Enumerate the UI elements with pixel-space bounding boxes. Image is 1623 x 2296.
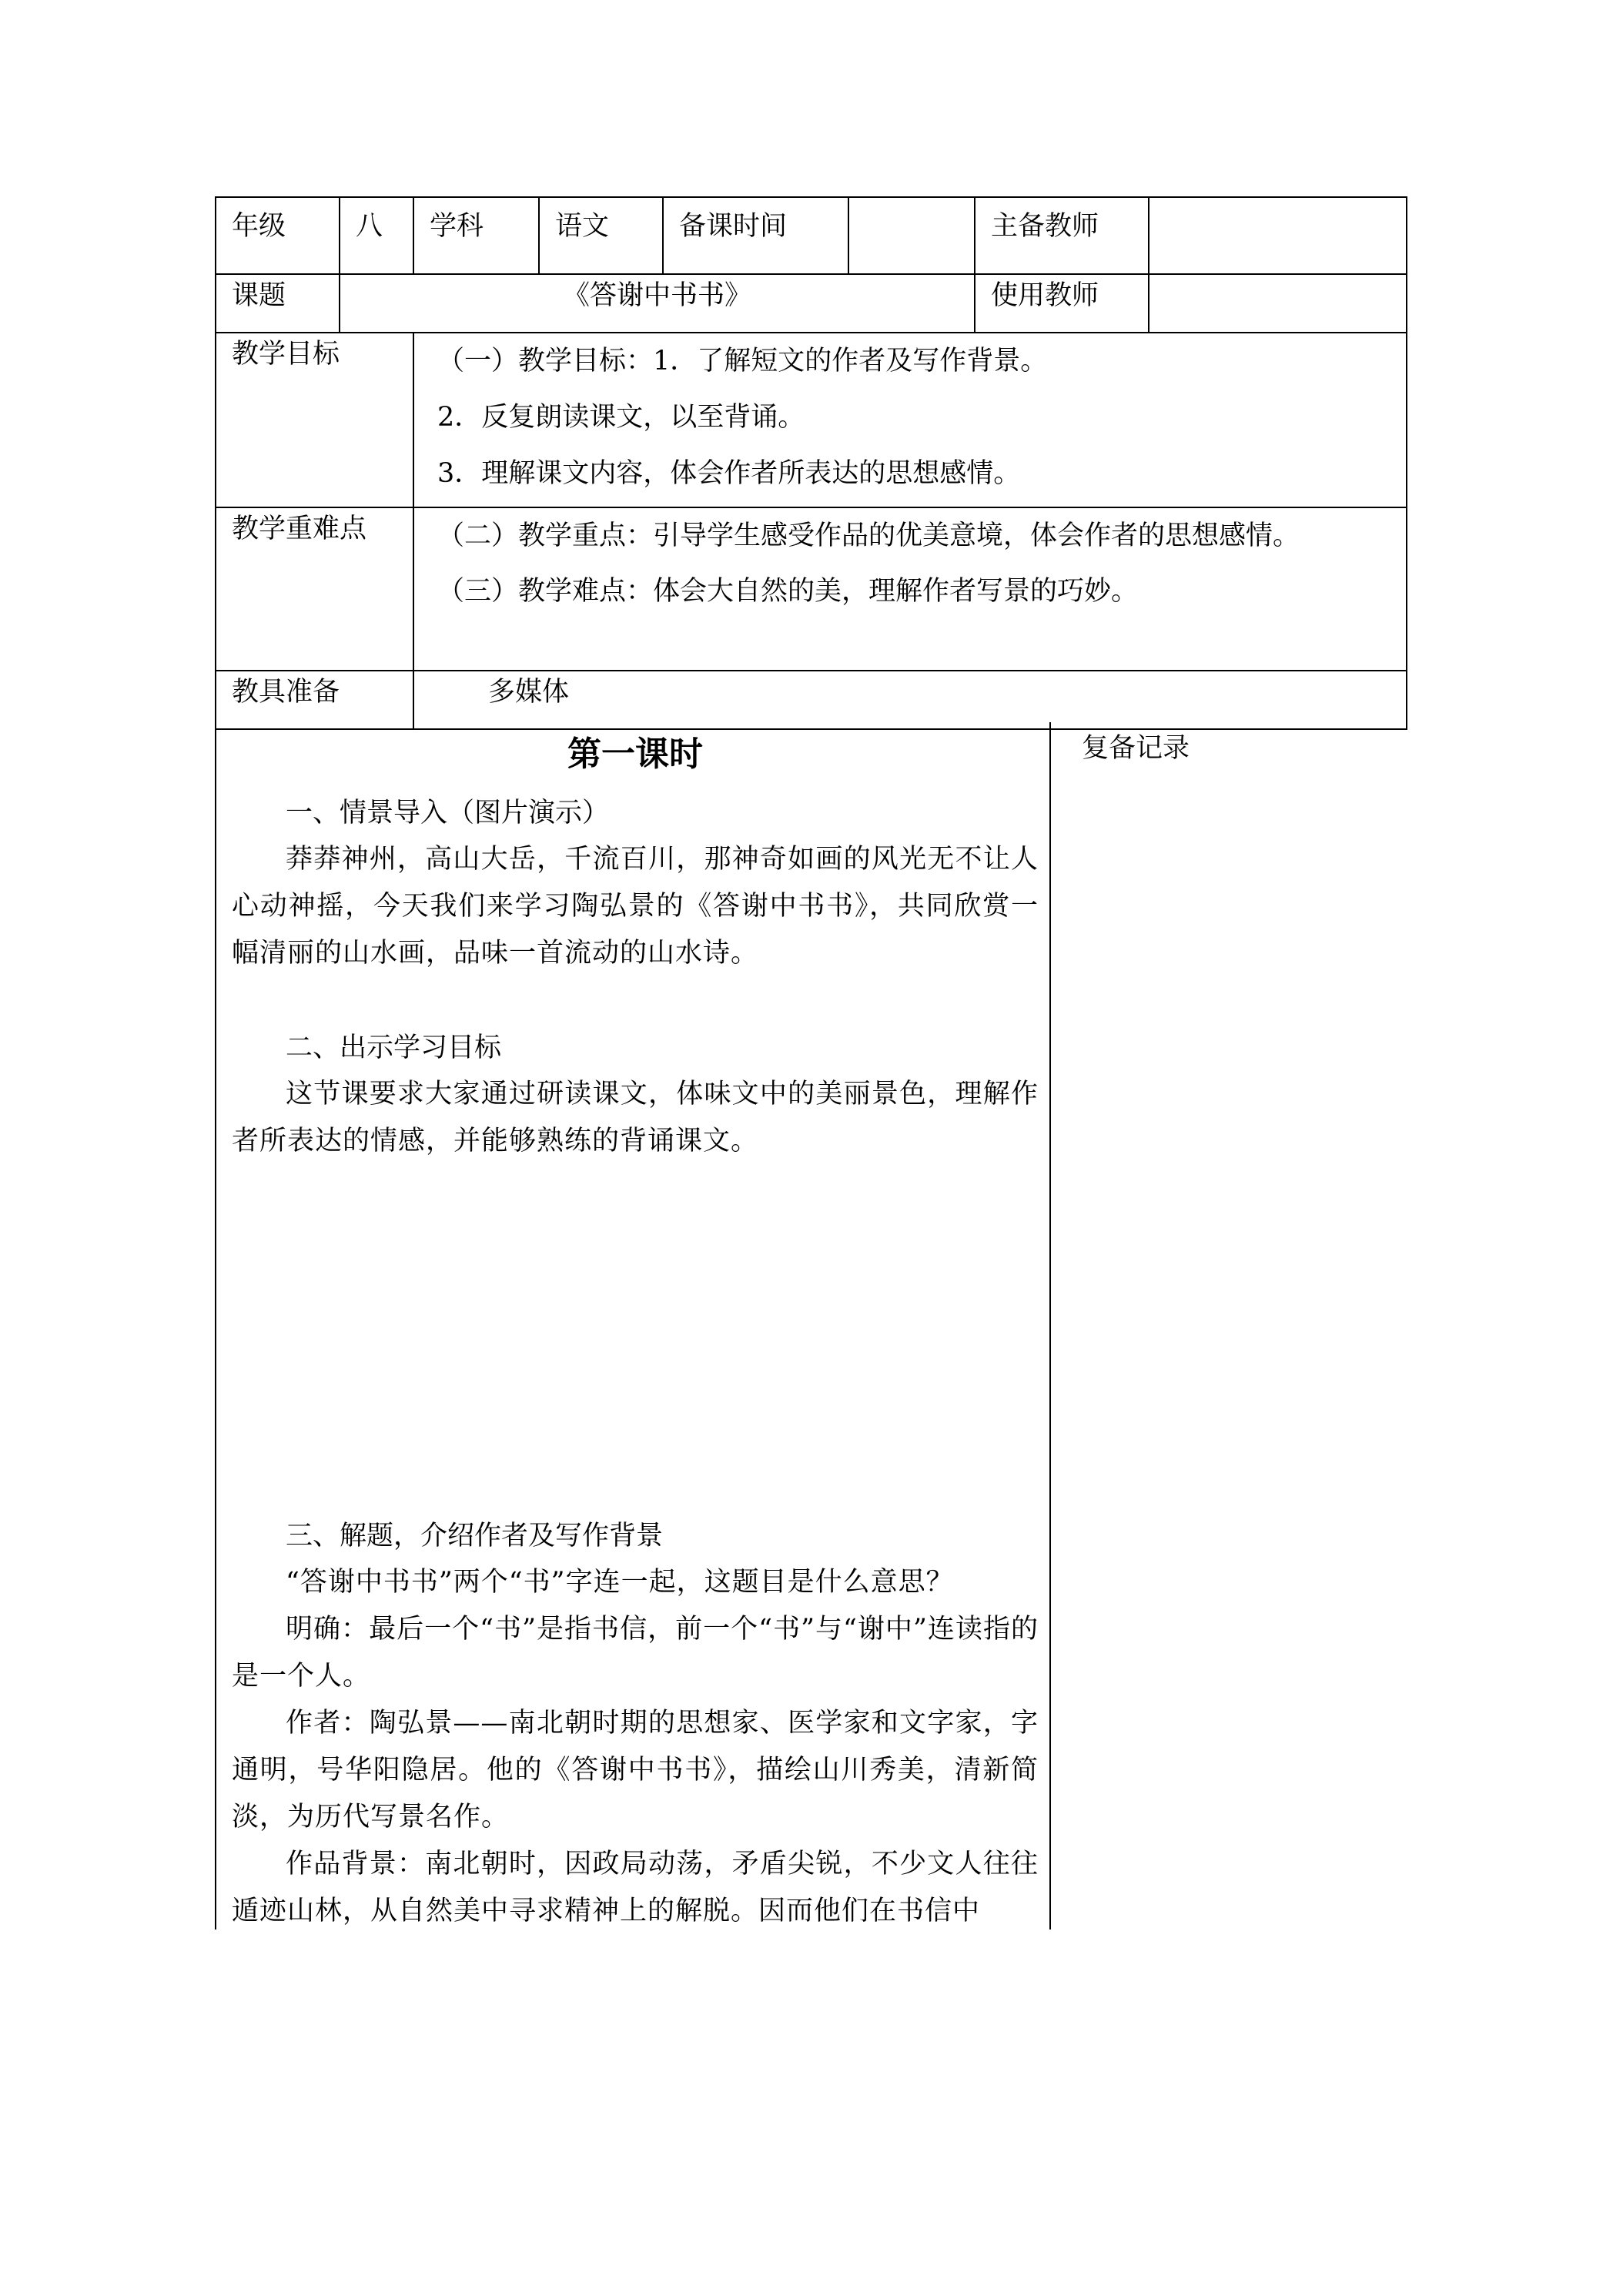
lead-teacher-label: 主备教师 [975, 197, 1149, 274]
notes-label: 复备记录 [1082, 733, 1190, 764]
section-paragraph: 明确：最后一个“书”是指书信，前一个“书”与“谢中”连读指的是一个人。 [232, 1614, 1039, 1692]
user-teacher-value [1149, 274, 1407, 333]
key-points-cell [413, 507, 1407, 671]
subject-value: 语文 [539, 197, 663, 274]
prep-time-value [848, 197, 975, 274]
grade-value: 八 [340, 197, 413, 274]
section-paragraph: 这节课要求大家通过研读课文，体味文中的美丽景色，理解作者所表达的情感，并能够熟练的背诵课文。 [232, 1079, 1039, 1156]
topic-value: 《答谢中书书》 [340, 274, 975, 333]
section-heading: 二、出示学习目标 [286, 1033, 502, 1063]
section-heading: 三、解题，介绍作者及写作背景 [286, 1521, 664, 1551]
lesson-info-table [215, 196, 1407, 730]
materials-value: 多媒体 [413, 671, 1407, 729]
topic-label: 课题 [216, 274, 340, 333]
objective-item: 2．反复朗读课文，以至背诵。 [437, 402, 805, 433]
lesson-body [215, 722, 1051, 1930]
objective-item: （一）教学目标：1．了解短文的作者及写作背景。 [437, 346, 1048, 377]
materials-row [216, 671, 1407, 729]
section-paragraph: 莽莽神州，高山大岳，千流百川，那神奇如画的风光无不让人心动神摇，今天我们来学习陶弘景的《答谢中书书》，共同欣赏一幅清丽的山水画，品味一首流动的山水诗。 [232, 844, 1039, 969]
objectives-label: 教学目标 [216, 333, 413, 507]
section-paragraph: 作品背景：南北朝时，因政局动荡，矛盾尖锐，不少文人往往遁迹山林，从自然美中寻求精神上的解脱。因而他们在书信中 [232, 1849, 1039, 1926]
header-row-2 [216, 274, 1407, 333]
prep-time-label: 备课时间 [663, 197, 848, 274]
key-point-item: （二）教学重点：引导学生感受作品的优美意境，体会作者的思想感情。 [437, 520, 1300, 551]
grade-label: 年级 [216, 197, 340, 274]
section-paragraph: 作者：陶弘景——南北朝时期的思想家、医学家和文字家，字通明，号华阳隐居。他的《答谢中书书》，描绘山川秀美，清新简淡，为历代写景名作。 [232, 1708, 1039, 1832]
objectives-cell [413, 333, 1407, 507]
section-paragraph: “答谢中书书”两个“书”字连一起，这题目是什么意思？ [286, 1567, 954, 1598]
materials-label: 教具准备 [216, 671, 413, 729]
section-heading: 一、情景导入（图片演示） [286, 798, 610, 828]
key-point-item: （三）教学难点：体会大自然的美，理解作者写景的巧妙。 [437, 576, 1139, 607]
objectives-row [216, 333, 1407, 507]
subject-label: 学科 [413, 197, 539, 274]
objective-item: 3．理解课文内容，体会作者所表达的思想感情。 [437, 458, 1021, 489]
user-teacher-label: 使用教师 [975, 274, 1149, 333]
key-points-row [216, 507, 1407, 671]
key-points-label: 教学重难点 [216, 507, 413, 671]
header-row-1 [216, 197, 1407, 274]
notes-column [1051, 722, 1406, 770]
lesson-title: 第一课时 [567, 735, 703, 774]
lead-teacher-value [1149, 197, 1407, 274]
